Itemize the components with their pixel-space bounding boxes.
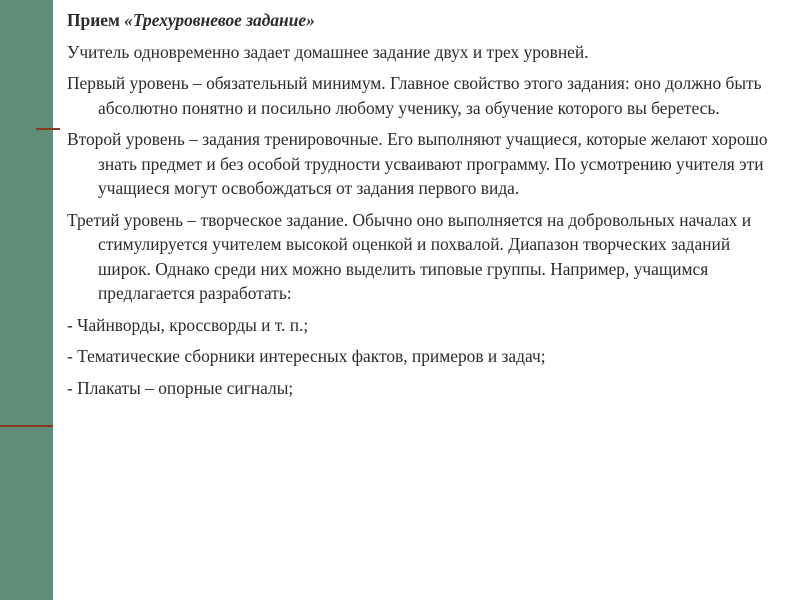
accent-line-top [36, 128, 60, 130]
slide-content [67, 8, 777, 407]
accent-line-bottom [0, 425, 53, 427]
title-emphasis: «Трехуровневое задание» [124, 10, 315, 30]
list-item-posters: - Плакаты – опорные сигналы; [67, 377, 294, 398]
title-prefix: Прием [67, 10, 125, 30]
list-item-crosswords: - Чайнворды, кроссворды и т. п.; [67, 314, 309, 335]
paragraph-level-one: Первый уровень – обязательный минимум. Главное свойство этого задания: оно должно быть абсолютно понятно и посильно любому ученику, за обучение которого вы беретесь. [67, 73, 762, 118]
slide-title [67, 8, 777, 33]
paragraph-intro: Учитель одновременно задает домашнее задание двух и трех уровней. [67, 41, 589, 62]
side-decoration-bar [0, 0, 53, 600]
list-item-collections: - Тематические сборники интересных фактов, примеров и задач; [67, 346, 546, 366]
paragraph-level-three: Третий уровень – творческое задание. Обычно оно выполняется на добровольных началах и стимулируется учителем высокой оценкой и похвалой. Диапазон творческих заданий широк. Однако среди них можно выделить типовые группы. Например, учащимся предлагается разработать: [67, 209, 751, 303]
paragraph-level-two: Второй уровень – задания тренировочные. Его выполняют учащиеся, которые желают хорошо знать предмет и без особой трудности усваивают программу. По усмотрению учителя эти учащиеся могут освобождаться от задания первого вида. [67, 129, 768, 198]
